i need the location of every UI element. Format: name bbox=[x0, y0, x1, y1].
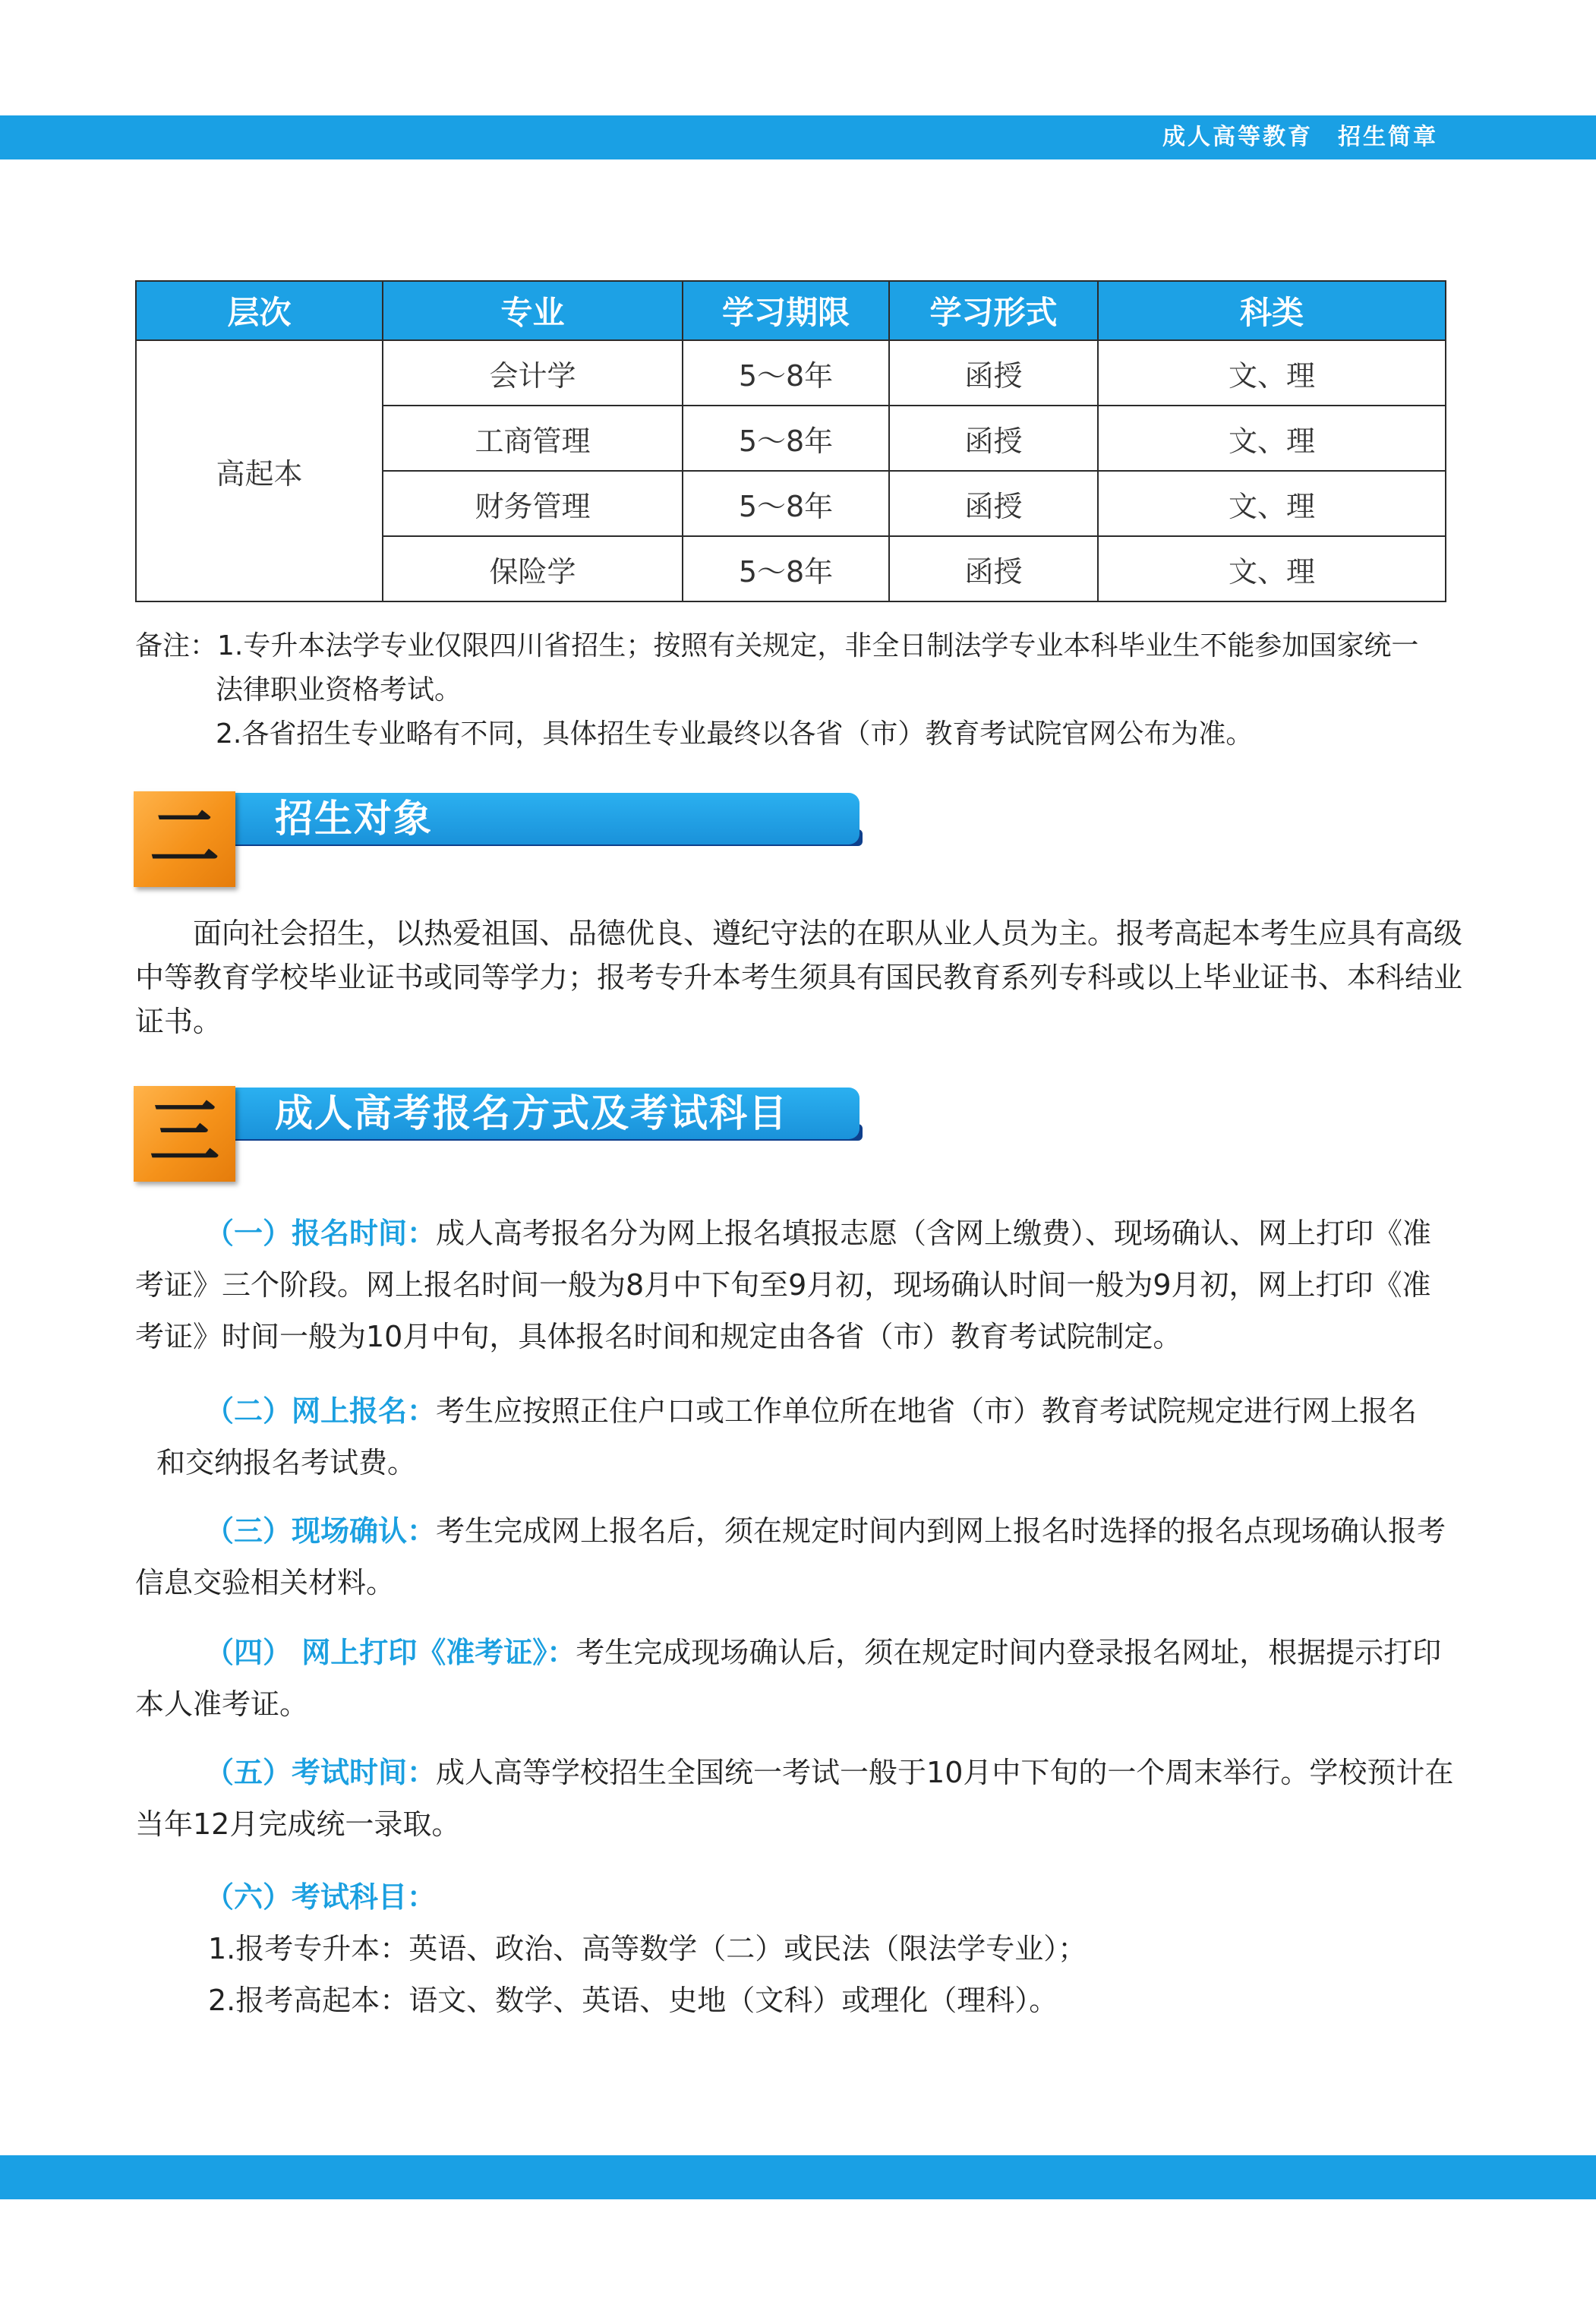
form-cell: 函授 bbox=[889, 536, 1098, 601]
item-lead: （二）网上报名： bbox=[205, 1394, 437, 1428]
major-cell: 工商管理 bbox=[383, 406, 683, 471]
duration-cell: 5～8年 bbox=[683, 471, 889, 536]
level-cell: 高起本 bbox=[136, 340, 383, 601]
category-cell: 文、理 bbox=[1098, 406, 1446, 471]
item-lead: （四） 网上打印《准考证》： bbox=[205, 1636, 576, 1669]
column-header-category: 科类 bbox=[1098, 281, 1446, 340]
item-online-registration bbox=[135, 1385, 1456, 1488]
major-cell: 保险学 bbox=[383, 536, 683, 601]
item-onsite-confirmation bbox=[135, 1505, 1456, 1608]
major-cell: 会计学 bbox=[383, 340, 683, 406]
table-notes bbox=[135, 624, 1471, 756]
section-2-number-badge bbox=[134, 791, 235, 887]
footer-bar bbox=[0, 2155, 1596, 2199]
section-2-number: 二 bbox=[149, 797, 219, 879]
section-3-number-badge bbox=[134, 1086, 235, 1182]
note-line-1: 备注：1.专升本法学专业仅限四川省招生；按照有关规定，非全日制法学专业本科毕业生不能参加国家统一 bbox=[135, 630, 1419, 661]
category-cell: 文、理 bbox=[1098, 340, 1446, 406]
section-2-title: 招生对象 bbox=[232, 793, 860, 844]
duration-cell: 5～8年 bbox=[683, 340, 889, 406]
item-text: 考生应按照正住户口或工作单位所在地省（市）教育考试院规定进行网上报名 bbox=[436, 1394, 1418, 1428]
duration-cell: 5～8年 bbox=[683, 536, 889, 601]
note-line-1-cont: 法律职业资格考试。 bbox=[216, 674, 462, 706]
item-lead: （三）现场确认： bbox=[205, 1514, 437, 1548]
duration-cell: 5～8年 bbox=[683, 406, 889, 471]
column-header-major: 专业 bbox=[383, 281, 683, 340]
subjects-line-1: 1.报考专升本：英语、政治、高等数学（二）或民法（限法学专业）； bbox=[208, 1932, 1087, 1965]
form-cell: 函授 bbox=[889, 471, 1098, 536]
item-exam-time bbox=[135, 1747, 1456, 1850]
item-registration-time bbox=[135, 1208, 1456, 1362]
table-row bbox=[136, 340, 1446, 406]
form-cell: 函授 bbox=[889, 340, 1098, 406]
form-cell: 函授 bbox=[889, 406, 1098, 471]
item-text: 成人高考报名分为网上报名填报志愿（含网上缴费）、现场确认、网上打印《准考证》三个阶段。网上报名时间一般为8月中下旬至9月初，现场确认时间一般为9月初，网上打印《准考证》时间一般为10月中旬，具体报名时间和规定由各省（市）教育考试院制定。 bbox=[135, 1217, 1432, 1353]
section-2-header bbox=[134, 791, 863, 887]
category-cell: 文、理 bbox=[1098, 536, 1446, 601]
item-text: 考生完成网上报名后，须在规定时间内到网上报名时选择的报名点现场确认报考信息交验相关材料。 bbox=[135, 1514, 1446, 1599]
item-text-cont: 和交纳报名考试费。 bbox=[156, 1446, 417, 1479]
note-line-2: 2.各省招生专业略有不同，具体招生专业最终以各省（市）教育考试院官网公布为准。 bbox=[216, 718, 1254, 750]
table-header-row bbox=[136, 281, 1446, 340]
section-3-title: 成人高考报名方式及考试科目 bbox=[232, 1088, 860, 1139]
header-title: 成人高等教育 招生简章 bbox=[1162, 124, 1438, 150]
section-3-header bbox=[134, 1086, 863, 1182]
category-cell: 文、理 bbox=[1098, 471, 1446, 536]
header-bar bbox=[0, 115, 1596, 159]
item-exam-subjects bbox=[135, 1871, 1456, 2026]
item-text: 考生完成现场确认后，须在规定时间内登录报名网址，根据提示打印本人准考证。 bbox=[135, 1636, 1442, 1721]
column-header-level: 层次 bbox=[136, 281, 383, 340]
major-cell: 财务管理 bbox=[383, 471, 683, 536]
column-header-form: 学习形式 bbox=[889, 281, 1098, 340]
section-2-body: 面向社会招生，以热爱祖国、品德优良、遵纪守法的在职从业人员为主。报考高起本考生应具有高级中等教育学校毕业证书或同等学力；报考专升本考生须具有国民教育系列专科或以上毕业证书、本科结业证书。 bbox=[135, 917, 1463, 1038]
column-header-duration: 学习期限 bbox=[683, 281, 889, 340]
item-line bbox=[135, 1385, 1456, 1437]
item-print-admission-ticket bbox=[135, 1627, 1456, 1730]
item-lead: （五）考试时间： bbox=[205, 1756, 437, 1789]
program-table bbox=[135, 280, 1446, 602]
subjects-line-2: 2.报考高起本：语文、数学、英语、史地（文科）或理化（理科）。 bbox=[208, 1984, 1058, 2017]
item-text: 成人高等学校招生全国统一考试一般于10月中下旬的一个周末举行。学校预计在当年12月完成统一录取。 bbox=[135, 1756, 1454, 1841]
item-lead: （一）报名时间： bbox=[205, 1217, 437, 1250]
item-lead: （六）考试科目： bbox=[205, 1880, 437, 1914]
section-3-number: 三 bbox=[149, 1091, 219, 1173]
